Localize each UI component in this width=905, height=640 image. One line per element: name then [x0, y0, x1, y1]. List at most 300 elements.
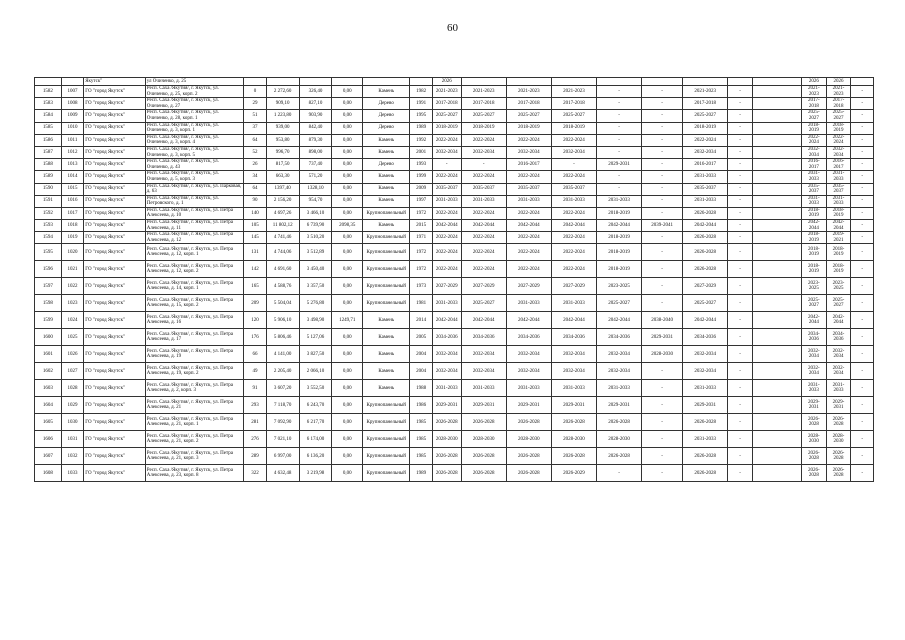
cell-c6: 2025-2027: [683, 295, 728, 312]
cell-c4: 2031-2033: [596, 195, 641, 207]
cell-c2: 2027-2029: [506, 278, 551, 295]
cell-n2: 939,00: [266, 122, 299, 134]
cell-c7: -: [728, 329, 753, 346]
cell-c7: -: [728, 261, 753, 278]
cell-c5: -: [642, 122, 683, 134]
cell-e1: 2018-2019: [802, 232, 827, 244]
cell-c3: 2022-2024: [551, 232, 596, 244]
cell-idx: 1585: [35, 122, 62, 134]
cell-per: 2032-2034: [432, 346, 461, 363]
cell-n3: 3 357,50: [299, 278, 332, 295]
cell-c8: [752, 195, 801, 207]
cell-n2: 4 691,60: [266, 261, 299, 278]
cell-n4: 0,00: [332, 278, 363, 295]
cell-per: 2031-2033: [432, 195, 461, 207]
table-row: [35, 278, 874, 295]
cell-year: 1981: [410, 295, 433, 312]
cell-n4: 0,00: [332, 397, 363, 414]
cell-c1: 2022-2024: [461, 207, 506, 219]
cell-e1: 2023-2025: [802, 278, 827, 295]
cell-c7: -: [728, 431, 753, 448]
cell-year: 2009: [410, 183, 433, 195]
table-row: [35, 414, 874, 431]
cell-e2: 2019-2021: [826, 232, 851, 244]
table-row: [35, 122, 874, 134]
cell-c2: 2018-2019: [506, 122, 551, 134]
cell-year: 1971: [410, 232, 433, 244]
cell-n3: 3 827,50: [299, 346, 332, 363]
cell-n3: [299, 78, 332, 86]
cell-c7: -: [728, 397, 753, 414]
cell-e1: 2028-2030: [802, 431, 827, 448]
cell-mat: Камень: [363, 329, 410, 346]
cell-address: Респ. Саха /Якутия/, г. Якутск, ул. Петра Алексеева, д. 23, корп. 8: [145, 465, 243, 482]
table-row: [35, 134, 874, 146]
cell-e2: 2021-2023: [826, 86, 851, 98]
cell-c2: 2026-2028: [506, 448, 551, 465]
cell-mat: Дерево: [363, 98, 410, 110]
cell-n2: 4 744,06: [266, 244, 299, 261]
cell-e1: 2034-2036: [802, 329, 827, 346]
cell-e2: 2025-2027: [826, 295, 851, 312]
cell-idx: 1598: [35, 295, 62, 312]
cell-c8: [752, 295, 801, 312]
cell-mat: Крупнопанельный: [363, 207, 410, 219]
cell-c8: [752, 363, 801, 380]
cell-c7: -: [728, 86, 753, 98]
cell-c6: 2017-2018: [683, 98, 728, 110]
cell-year: 1989: [410, 465, 433, 482]
cell-idx: 1602: [35, 363, 62, 380]
cell-owner: ГО "город Якутск": [84, 146, 146, 158]
cell-id: 1024: [61, 312, 84, 329]
cell-idx: 1583: [35, 98, 62, 110]
cell-owner: ГО "город Якутск": [84, 207, 146, 219]
cell-n1: 49: [244, 363, 267, 380]
cell-n3: 6 174,00: [299, 431, 332, 448]
cell-e1: 2026-2028: [802, 414, 827, 431]
cell-c8: [752, 312, 801, 329]
table-row: [35, 110, 874, 122]
cell-owner: ГО "город Якутск": [84, 295, 146, 312]
cell-e2: 2026: [826, 78, 851, 86]
cell-c6: 2032-2034: [683, 346, 728, 363]
cell-n3: 1328,10: [299, 183, 332, 195]
cell-c5: 2039-2041: [642, 220, 683, 232]
cell-owner: ГО "город Якутск": [84, 397, 146, 414]
cell-c1: 2032-2034: [461, 346, 506, 363]
cell-c5: -: [642, 261, 683, 278]
cell-address: Респ. Саха /Якутия/, г. Якутск, ул. Петра Алексеева, д. 15, корп. 2: [145, 295, 243, 312]
cell-last: -: [851, 295, 874, 312]
cell-c1: 2022-2024: [461, 171, 506, 183]
cell-c2: 2022-2024: [506, 244, 551, 261]
cell-id: 1014: [61, 171, 84, 183]
cell-c8: [752, 134, 801, 146]
cell-idx: 1601: [35, 346, 62, 363]
cell-n1: 105: [244, 220, 267, 232]
cell-id: 1019: [61, 232, 84, 244]
cell-c4: 2028-2030: [596, 431, 641, 448]
cell-id: 1021: [61, 261, 84, 278]
cell-c1: 2031-2033: [461, 380, 506, 397]
cell-n3: 827,10: [299, 98, 332, 110]
cell-c4: -: [596, 110, 641, 122]
cell-c8: [752, 220, 801, 232]
cell-n4: 0,00: [332, 122, 363, 134]
cell-c2: 2029-2031: [506, 397, 551, 414]
cell-e1: 2021-2023: [802, 86, 827, 98]
cell-year: 1972: [410, 207, 433, 219]
cell-e2: 2032-2034: [826, 363, 851, 380]
cell-n2: 4 141,00: [266, 346, 299, 363]
cell-e2: 2026-2028: [826, 465, 851, 482]
cell-c8: [752, 329, 801, 346]
cell-mat: Крупнопанельный: [363, 232, 410, 244]
cell-id: 1009: [61, 110, 84, 122]
cell-c8: [752, 122, 801, 134]
cell-c5: -: [642, 431, 683, 448]
cell-c7: -: [728, 220, 753, 232]
cell-c1: -: [461, 159, 506, 171]
cell-per: 2031-2033: [432, 295, 461, 312]
cell-c5: -: [642, 414, 683, 431]
cell-c3: 2026-2028: [551, 448, 596, 465]
cell-e2: 2032-2034: [826, 346, 851, 363]
cell-e2: 2016-2017: [826, 159, 851, 171]
table-row: [35, 220, 874, 232]
cell-address: Респ. Саха /Якутия/, г. Якутск, ул. Очиченко, д. 25, корп. 2: [145, 86, 243, 98]
cell-n3: 326,40: [299, 86, 332, 98]
cell-idx: 1605: [35, 414, 62, 431]
cell-e2: 2018-2019: [826, 244, 851, 261]
cell-last: -: [851, 244, 874, 261]
cell-mat: Камень: [363, 86, 410, 98]
cell-e1: 2026: [802, 78, 827, 86]
cell-owner: ГО "город Якутск": [84, 171, 146, 183]
cell-id: 1030: [61, 414, 84, 431]
cell-c3: -: [551, 159, 596, 171]
cell-id: 1012: [61, 146, 84, 158]
cell-last: -: [851, 278, 874, 295]
table-row: [35, 397, 874, 414]
cell-c8: [752, 244, 801, 261]
cell-e1: 2042-2044: [802, 312, 827, 329]
cell-mat: [363, 78, 410, 86]
cell-e1: 2018-2019: [802, 261, 827, 278]
cell-id: 1026: [61, 346, 84, 363]
cell-c4: 2042-2044: [596, 220, 641, 232]
cell-year: 2015: [410, 220, 433, 232]
cell-n4: 0,00: [332, 159, 363, 171]
cell-per: 2017-2018: [432, 98, 461, 110]
cell-id: 1011: [61, 134, 84, 146]
cell-last: -: [851, 312, 874, 329]
table-row: [35, 207, 874, 219]
cell-n1: 64: [244, 183, 267, 195]
cell-c5: -: [642, 448, 683, 465]
cell-c8: [752, 397, 801, 414]
cell-c2: 2042-2044: [506, 312, 551, 329]
cell-c5: -: [642, 183, 683, 195]
cell-per: 2022-2024: [432, 171, 461, 183]
cell-c3: 2031-2033: [551, 295, 596, 312]
cell-c8: [752, 261, 801, 278]
cell-owner: ГО "город Якутск": [84, 278, 146, 295]
cell-id: [61, 78, 84, 86]
cell-c3: 2018-2019: [551, 122, 596, 134]
cell-e2: 2042-2044: [826, 312, 851, 329]
table-row: [35, 363, 874, 380]
table-row: [35, 78, 874, 86]
cell-n4: [332, 78, 363, 86]
cell-c8: [752, 232, 801, 244]
cell-mat: Камень: [363, 380, 410, 397]
cell-last: -: [851, 183, 874, 195]
cell-address: Респ. Саха /Якутия/, г. Якутск, ул. Очиченко, д. 43: [145, 159, 243, 171]
cell-idx: 1604: [35, 397, 62, 414]
cell-mat: Крупнопанельный: [363, 431, 410, 448]
cell-c3: 2032-2034: [551, 346, 596, 363]
cell-per: 2028-2030: [432, 431, 461, 448]
cell-address: Респ. Саха /Якутия/, г. Якутск, ул. Очиченко, д. 3, корп. 4: [145, 134, 243, 146]
cell-c6: 2026-2028: [683, 244, 728, 261]
cell-c1: 2028-2030: [461, 431, 506, 448]
cell-n3: 898,00: [299, 146, 332, 158]
cell-c5: 2029-2031: [642, 329, 683, 346]
cell-n2: 4 741,46: [266, 232, 299, 244]
cell-c2: 2022-2024: [506, 261, 551, 278]
cell-idx: 1606: [35, 431, 62, 448]
cell-c4: 2018-2019: [596, 244, 641, 261]
cell-c6: 2031-2033: [683, 195, 728, 207]
cell-per: 2022-2024: [432, 232, 461, 244]
cell-c3: 2032-2034: [551, 363, 596, 380]
cell-c1: 2042-2044: [461, 312, 506, 329]
cell-e2: 2028-2030: [826, 431, 851, 448]
cell-c3: 2017-2018: [551, 98, 596, 110]
cell-c5: -: [642, 465, 683, 482]
cell-e1: 2022-2024: [802, 134, 827, 146]
cell-mat: Камень: [363, 146, 410, 158]
cell-c4: 2031-2033: [596, 380, 641, 397]
cell-e2: 2025-2027: [826, 110, 851, 122]
cell-c2: 2022-2024: [506, 207, 551, 219]
cell-owner: ГО "город Якутск": [84, 363, 146, 380]
cell-c1: 2029-2031: [461, 397, 506, 414]
cell-address: Респ. Саха /Якутия/, г. Якутск, ул. Петра Алексеева, д. 12, корп. 1: [145, 244, 243, 261]
cell-n4: 0,00: [332, 346, 363, 363]
cell-c1: 2032-2034: [461, 363, 506, 380]
cell-e1: 2032-2034: [802, 146, 827, 158]
cell-per: -: [432, 159, 461, 171]
cell-c6: 2026-2028: [683, 261, 728, 278]
cell-c7: -: [728, 363, 753, 380]
cell-n2: 3 607,20: [266, 380, 299, 397]
cell-n3: 3 512,89: [299, 244, 332, 261]
cell-owner: ГО "город Якутск": [84, 98, 146, 110]
cell-c3: 2042-2044: [551, 312, 596, 329]
cell-c4: 2026-2028: [596, 448, 641, 465]
cell-n2: 909,10: [266, 98, 299, 110]
cell-c1: 2022-2024: [461, 232, 506, 244]
cell-c2: [506, 78, 551, 86]
cell-last: -: [851, 195, 874, 207]
cell-e1: 2016-2017: [802, 159, 827, 171]
cell-e2: 2018-2019: [826, 207, 851, 219]
cell-c3: 2031-2033: [551, 195, 596, 207]
cell-c5: -: [642, 244, 683, 261]
cell-c6: 2026-2028: [683, 414, 728, 431]
page-number: 60: [447, 22, 458, 34]
cell-id: 1015: [61, 183, 84, 195]
cell-n4: 0,00: [332, 98, 363, 110]
cell-n2: 817,50: [266, 159, 299, 171]
cell-last: -: [851, 232, 874, 244]
cell-c7: -: [728, 183, 753, 195]
cell-c2: 2031-2033: [506, 195, 551, 207]
cell-c8: [752, 346, 801, 363]
cell-c3: 2022-2024: [551, 207, 596, 219]
table-row: [35, 448, 874, 465]
cell-c1: 2021-2023: [461, 86, 506, 98]
cell-n4: 0,00: [332, 329, 363, 346]
cell-n1: 52: [244, 146, 267, 158]
cell-per: 2032-2034: [432, 363, 461, 380]
cell-c3: 2031-2033: [551, 380, 596, 397]
cell-address: Респ. Саха /Якутия/, г. Якутск, ул. Петра Алексеева, д. 21, корп. 3: [145, 448, 243, 465]
cell-c2: 2031-2033: [506, 295, 551, 312]
cell-n2: 2 156,20: [266, 195, 299, 207]
cell-c2: 2021-2023: [506, 86, 551, 98]
cell-n4: 0,00: [332, 465, 363, 482]
cell-c7: -: [728, 244, 753, 261]
cell-owner: ГО "город Якутск": [84, 329, 146, 346]
cell-c7: -: [728, 207, 753, 219]
cell-c8: [752, 98, 801, 110]
cell-idx: 1599: [35, 312, 62, 329]
cell-mat: Камень: [363, 183, 410, 195]
cell-c2: 2034-2036: [506, 329, 551, 346]
cell-c2: 2022-2024: [506, 232, 551, 244]
cell-e2: 2035-2037: [826, 183, 851, 195]
cell-c5: -: [642, 110, 683, 122]
cell-e1: 2031-2033: [802, 195, 827, 207]
table-row: [35, 329, 874, 346]
cell-idx: 1607: [35, 448, 62, 465]
cell-year: 1992: [410, 134, 433, 146]
cell-idx: 1582: [35, 86, 62, 98]
cell-year: 2005: [410, 329, 433, 346]
cell-c5: -: [642, 397, 683, 414]
cell-n3: 737,40: [299, 159, 332, 171]
cell-c2: 2022-2024: [506, 134, 551, 146]
cell-idx: 1586: [35, 134, 62, 146]
cell-e2: 2032-2034: [826, 146, 851, 158]
cell-n4: 0,00: [332, 110, 363, 122]
cell-n3: 954,70: [299, 195, 332, 207]
cell-year: 1993: [410, 159, 433, 171]
cell-c4: 2026-2028: [596, 414, 641, 431]
cell-c6: 2026-2028: [683, 207, 728, 219]
cell-n2: 6 997,00: [266, 448, 299, 465]
cell-per: 2026-2028: [432, 448, 461, 465]
cell-n4: 0,00: [332, 207, 363, 219]
cell-c4: 2042-2044: [596, 312, 641, 329]
cell-address: Респ. Саха /Якутия/, г. Якутск, ул. Петра Алексеева, д. 2, корп. 3: [145, 380, 243, 397]
cell-c4: 2018-2019: [596, 232, 641, 244]
cell-c5: -: [642, 232, 683, 244]
cell-id: 1022: [61, 278, 84, 295]
cell-c1: 2035-2037: [461, 183, 506, 195]
cell-n4: 0,00: [332, 431, 363, 448]
cell-c7: [728, 78, 753, 86]
cell-n2: 11 802,12: [266, 220, 299, 232]
cell-e2: 2022-2024: [826, 134, 851, 146]
cell-e1: 2026-2028: [802, 448, 827, 465]
cell-c8: [752, 86, 801, 98]
cell-id: 1031: [61, 431, 84, 448]
cell-n3: 5 276,80: [299, 295, 332, 312]
cell-c8: [752, 414, 801, 431]
cell-per: 2021-2023: [432, 86, 461, 98]
cell-n1: 165: [244, 278, 267, 295]
cell-n2: 7 092,90: [266, 414, 299, 431]
cell-n1: 131: [244, 244, 267, 261]
cell-mat: Крупнопанельный: [363, 295, 410, 312]
cell-idx: [35, 78, 62, 86]
cell-c6: 2025-2027: [683, 110, 728, 122]
cell-n3: 3 466,10: [299, 207, 332, 219]
cell-n4: 1249,71: [332, 312, 363, 329]
cell-last: -: [851, 146, 874, 158]
cell-n3: 571,20: [299, 171, 332, 183]
cell-c7: -: [728, 295, 753, 312]
cell-idx: 1592: [35, 207, 62, 219]
cell-c7: -: [728, 346, 753, 363]
cell-id: 1029: [61, 397, 84, 414]
cell-c1: 2026-2028: [461, 448, 506, 465]
cell-per: 2026: [432, 78, 461, 86]
cell-c1: 2022-2024: [461, 244, 506, 261]
cell-n3: 6 136,20: [299, 448, 332, 465]
cell-c4: -: [596, 98, 641, 110]
cell-idx: 1584: [35, 110, 62, 122]
cell-id: 1020: [61, 244, 84, 261]
cell-c3: 2022-2024: [551, 134, 596, 146]
cell-address: Респ. Саха /Якутия/, г. Якутск, ул. Очиченко, д. 28, корп. 1: [145, 110, 243, 122]
table-row: [35, 195, 874, 207]
cell-year: 1991: [410, 98, 433, 110]
cell-year: 1995: [410, 110, 433, 122]
cell-c5: -: [642, 98, 683, 110]
cell-id: 1028: [61, 380, 84, 397]
cell-per: 2031-2033: [432, 380, 461, 397]
cell-idx: 1588: [35, 159, 62, 171]
cell-c3: [551, 78, 596, 86]
cell-c1: 2032-2034: [461, 146, 506, 158]
cell-address: Респ. Саха /Якутия/, г. Якутск, ул. Петра Алексеева, д. 12: [145, 232, 243, 244]
cell-n2: 1397,40: [266, 183, 299, 195]
cell-c2: 2032-2034: [506, 346, 551, 363]
cell-n1: 142: [244, 261, 267, 278]
cell-c3: 2025-2027: [551, 110, 596, 122]
cell-last: -: [851, 380, 874, 397]
cell-e2: 2031-2033: [826, 380, 851, 397]
cell-n3: 3 552,50: [299, 380, 332, 397]
cell-c4: -: [596, 146, 641, 158]
cell-n4: 0,00: [332, 146, 363, 158]
